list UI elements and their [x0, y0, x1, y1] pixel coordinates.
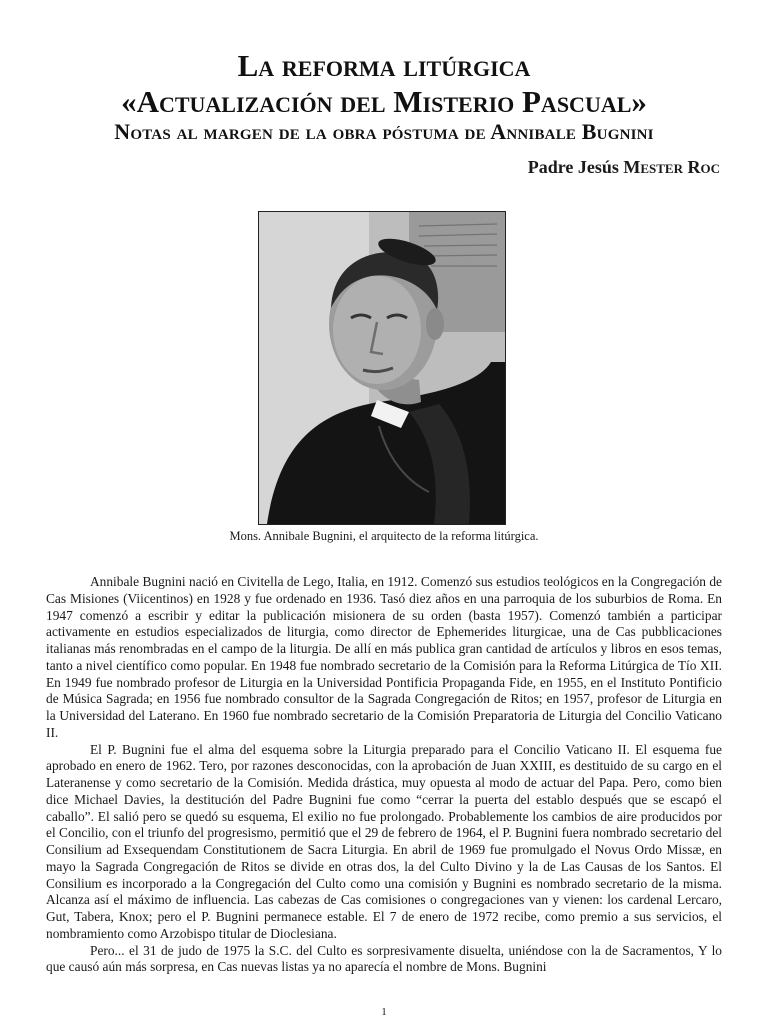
author-byline	[528, 157, 720, 178]
subtitle: Notas al margen de la obra póstuma de Annibale Bugnini	[114, 119, 654, 144]
portrait-illustration	[259, 212, 505, 524]
author-last-name: Mester Roc	[623, 157, 720, 177]
title-line-2: «Actualización del Misterio Pascual»	[121, 84, 647, 119]
photo-caption: Mons. Annibale Bugnini, el arquitecto de la reforma litúrgica.	[229, 529, 539, 543]
portrait-photo	[258, 211, 506, 525]
author-first-name: Padre Jesús	[527, 157, 619, 177]
paragraph-3: Pero... el 31 de judo de 1975 la S.C. del Culto es sorpresivamente disuelta, uniéndose con la de Sacramentos, Y lo que causó aún más sorpresa, en Cas nuevas listas ya no aparecía el nombre de Mons. Bugnini	[46, 942, 722, 975]
page-number: 1	[381, 1006, 387, 1018]
paragraph-2: El P. Bugnini fue el alma del esquema sobre la Liturgia preparado para el Concilio Vaticano II. El esquema fue aprobado en enero de 1962. Tero, por razones desconocidas, con la aprobación de Juan XXIII, es destituido de su cargo en el Lateranense y como secretario de la Comisión. Medida drástica, muy opuesta al modo de actuar del Papa. Pero, como bien dice Michael Davies, la destitución del Padre Bugnini fue como “cerrar la puerta del establo después que se escapó el caballo”. El salió pero se quedó su esquema, El exilio no fue prolongado. Probablemente los cambios de aire producidos por el Concilio, con el triunfo del progresismo, permitió que el 29 de febrero de 1964, el P. Bugnini fuera nombrado secretario del Consilium ad Exsequendam Constitutionem de Sacra Liturgia. En abril de 1969 fue promulgado el Novus Ordo Missæ, en mayo la Sagrada Congregación de Ritos se divide en otras dos, la del Culto Divino y la de Las Causas de los Santos. El Consilium es incorporado a la Congregación del Culto como una comisión y Bugnini es nombrado secretario de la misma. Alcanza así el máximo de influencia. Las cabezas de Cas comisiones o congregaciones van y vienen: los cardenal Lercaro, Gut, Tabera, Knox; pero el P. Bugnini permanece estable. El 7 de enero de 1972 recibe, como premio a sus servicios, el nombramiento como Arzobispo titular de Dioclesiana.	[46, 741, 722, 941]
title-line-1: La reforma litúrgica	[237, 48, 531, 83]
article-body	[46, 574, 722, 976]
paragraph-1: Annibale Bugnini nació en Civitella de Lego, Italia, en 1912. Comenzó sus estudios teológicos en la Congregación de Cas Misiones (Viicentinos) en 1928 y fue ordenado en 1936. Tasó diez años en una parroquia de los suburbios de Roma. En 1947 comenzó a escribir y editar la publicación misionera de su orden (basta 1957). Comenzó también a participar activamente en estudios especializados de liturgia, como director de Ephemerides liturgicae, una de Cas pubblicaciones italianas más renombradas en el campo de la liturgia. De allí en más publica gran cantidad de artículos y libros en esos temas, tanto a nivel científico como popular. En 1948 fue nombrado secretario de la Comisión para la Reforma Litúrgica de Tío XII. En 1949 fue nombrado profesor de Liturgia en la Universidad Pontificia Propaganda Fide, en 1955, en el Instituto Pontificio de Música Sagrada; en 1956 fue nombrado consultor de la Sagrada Congregación de Ritos; en 1957, profesor de Liturgia en la Universidad del Laterano. En 1960 fue nombrado secretario de la Comisión Preparatoria de Liturgia del Concilio Vaticano II.	[46, 574, 722, 740]
